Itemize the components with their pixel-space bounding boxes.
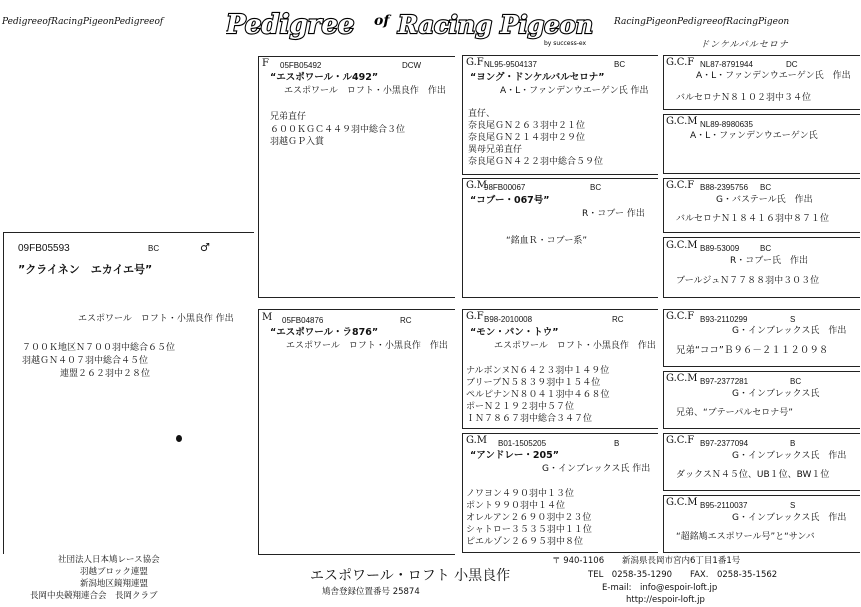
gen2-fm-breeder: R・コブー 作出 — [582, 209, 645, 219]
subject-color: BC — [148, 244, 160, 253]
gen3-6-note: 兄弟、“ブテーパルセロナ号” — [676, 408, 793, 418]
gen3-8-note: “超銘鳩エスポワール号”と“サンバ — [676, 532, 815, 542]
gen2-mm-note-2: ポント９９０羽中１４位 — [466, 501, 566, 511]
gen3-3-breeder: G・バステール氏 作出 — [716, 195, 813, 205]
dam-color: RC — [400, 316, 412, 325]
logo-pedigree-text: Pedigree — [226, 10, 355, 40]
dam-breeder: エスポワール ロフト・小黒良作 作出 — [286, 341, 448, 351]
gen3-4-ring: B89-53009 — [700, 244, 740, 253]
gen3-7-position: G.C.F — [666, 435, 695, 446]
footer-url: http://espoir-loft.jp — [626, 595, 705, 605]
dam-name: “エスポワール・ラ876” — [270, 327, 379, 338]
gen3-1-color: DC — [786, 60, 798, 69]
gen2-mm-note-1: ノワヨン４９０羽中１３位 — [466, 489, 575, 499]
footer-tel: TEL 0258-35-1290 — [588, 570, 673, 580]
gen3-1-breeder: A・L・ファンデンウエーゲン氏 作出 — [696, 71, 851, 81]
gen3-8-position: G.C.M — [666, 497, 698, 508]
gen3-4-position: G.C.M — [666, 240, 698, 251]
gen3-2-ring: NL89-8980635 — [700, 120, 753, 129]
sire-note-2: ６００ＫＧＣ４４９羽中総合３位 — [270, 125, 406, 135]
gen2-ff-breeder: A・L・ファンデンウエーゲン氏 作出 — [500, 86, 649, 96]
gen3-6-breeder: G・インブレックス氏 — [732, 389, 820, 399]
gen2-mf-note-5: ＩＮ７８６７羽中総合３４７位 — [466, 414, 593, 424]
gen2-mm-note-3: オレルアン２６９０羽中２３位 — [466, 513, 592, 523]
subject-sex: ♂ — [200, 241, 210, 254]
gen3-7-color: B — [790, 439, 796, 448]
footer-loft-name: エスポワール・ロフト 小黒良作 — [310, 568, 511, 584]
gen3-3-ring: B88-2395756 — [700, 183, 749, 192]
gen2-mf-note-1: ナルボンヌＮ６４２３羽中１４９位 — [466, 366, 610, 376]
sire-breeder: エスポワール ロフト・小黒良作 作出 — [284, 86, 446, 96]
sire-name: “エスポワール・ル492” — [270, 72, 379, 83]
subject-box — [3, 232, 254, 554]
header-left-text: PedigreeofRacingPigeonPedigreeof — [2, 17, 164, 27]
gen2-ff-note-5: 奈良尾ＧＮ４２２羽中総合５９位 — [468, 157, 604, 167]
gen3-4-note: ブールジュＮ７７８８羽中３０３位 — [676, 276, 820, 286]
gen2-mm-color: B — [614, 439, 620, 448]
gen3-1-position: G.C.F — [666, 57, 695, 68]
gen3-6-color: BC — [790, 377, 802, 386]
gen3-8-breeder: G・インブレックス氏 作出 — [732, 513, 847, 523]
gen2-mm-breeder: G・インブレックス氏 作出 — [542, 464, 651, 474]
gen3-4-breeder: R・コブー氏 作出 — [730, 256, 808, 266]
gen3-handwritten-note: ドンケルバルセロナ — [700, 40, 789, 50]
logo-by-text: by success-ex — [544, 40, 587, 47]
gen2-mf-color: RC — [612, 315, 624, 324]
gen2-ff-note-1: 直仔、 — [468, 109, 496, 119]
gen2-ff-note-3: 奈良尾ＧＮ２１４羽中２９位 — [468, 133, 586, 143]
ink-dot — [176, 435, 182, 442]
footer-assoc-4: 長岡中央競翔連合会 長岡クラブ — [30, 591, 158, 601]
gen3-6-ring: B97-2377281 — [700, 377, 749, 386]
gen2-fm-ring: 98FB00067 — [484, 183, 526, 192]
gen3-2-breeder: A・L・ファンデンウエーゲン氏 — [690, 131, 818, 141]
gen3-5-position: G.C.F — [666, 311, 695, 322]
subject-breeder: エスポワール ロフト・小黒良作 作出 — [78, 314, 234, 324]
gen2-mf-ring: B98-2010008 — [484, 315, 533, 324]
gen2-ff-position: G.F — [466, 57, 484, 68]
gen2-mm-position: G.M — [466, 435, 488, 446]
gen3-5-ring: B93-2110299 — [700, 315, 748, 324]
gen2-fm-color: BC — [590, 183, 602, 192]
footer-address: 新潟県長岡市宮内6丁目1番1号 — [622, 556, 741, 566]
gen2-mf-note-2: ブリーブＮ５８３９羽中１５４位 — [466, 378, 601, 388]
gen2-ff-ring: NL95-9504137 — [484, 60, 537, 69]
gen2-mf-position: G.F — [466, 311, 484, 322]
gen2-mm-ring: B01-1505205 — [498, 439, 547, 448]
gen3-4-color: BC — [760, 244, 772, 253]
gen2-mf-note-4: ポーＮ２１９２羽中５７位 — [466, 402, 575, 412]
sire-position: F — [262, 58, 269, 69]
sire-note-1: 兄弟直仔 — [270, 112, 307, 122]
gen2-mf-name: “モン・パン・トウ” — [470, 327, 559, 338]
sire-ring: 05FB05492 — [280, 61, 322, 70]
subject-result-1: ７００Ｋ地区Ｎ７００羽中総合６５位 — [22, 343, 176, 353]
gen2-fm-position: G.M — [466, 180, 488, 191]
gen2-mf-breeder: エスポワール ロフト・小黒良作 作出 — [494, 341, 656, 351]
gen2-fm-note-1: “銘血Ｒ・コブー系” — [506, 236, 588, 246]
gen2-mm-note-5: ピエルゾン２６９５羽中８位 — [466, 537, 584, 547]
gen3-7-note: ダックスＮ４５位、UB１位、BW１位 — [676, 470, 830, 480]
gen2-mm-name: “アンドレー・205” — [470, 450, 559, 461]
footer-assoc-3: 新潟地区鏡翔連盟 — [80, 579, 149, 589]
footer-email: E-mail: info@espoir-loft.jp — [602, 583, 718, 593]
gen3-7-ring: B97-2377094 — [700, 439, 749, 448]
gen3-8-ring: B95-2110037 — [700, 501, 748, 510]
subject-name: ”クライネン エカイエ号” — [18, 263, 153, 276]
dam-ring: 05FB04876 — [282, 316, 324, 325]
footer-assoc-2: 羽越ブロック連盟 — [80, 567, 148, 577]
subject-ring: 09FB05593 — [18, 243, 70, 254]
dam-position: M — [262, 312, 273, 323]
subject-result-2: 羽越ＧＮ４０７羽中総合４５位 — [22, 356, 149, 366]
gen3-5-note: 兄弟“ココ”Ｂ９６－２１１２０９８ — [676, 345, 829, 356]
gen3-3-color: BC — [760, 183, 772, 192]
gen3-6-position: G.C.M — [666, 373, 698, 384]
pedigree-logo — [226, 3, 606, 47]
gen3-5-color: S — [790, 315, 796, 324]
logo-of-text: of — [374, 13, 390, 29]
gen2-ff-note-4: 異母兄弟直仔 — [468, 145, 523, 155]
footer-postal: 〒 940-1106 — [552, 556, 605, 566]
footer-reg-no: 鳩舎登録位置番号 25874 — [322, 587, 420, 597]
gen2-fm-name: “コブー・067号” — [470, 195, 550, 206]
gen2-ff-note-2: 奈良尾ＧＮ２６３羽中２１位 — [468, 121, 586, 131]
gen3-5-breeder: G・インブレックス氏 作出 — [732, 326, 847, 336]
gen3-7-breeder: G・インブレックス氏 作出 — [732, 451, 847, 461]
gen2-mm-note-4: シャトロー３５３５羽中１１位 — [466, 525, 592, 535]
footer-fax: FAX. 0258-35-1562 — [690, 570, 778, 580]
sire-color: DCW — [402, 61, 422, 70]
gen3-1-note: バルセロナＮ８１０２羽中３４位 — [676, 93, 812, 103]
gen3-1-ring: NL87-8791944 — [700, 60, 753, 69]
gen2-ff-color: BC — [614, 60, 626, 69]
footer-assoc-1: 社団法人日本鳩レース協会 — [58, 555, 160, 565]
logo-racing-pigeon-text: Racing Pigeon — [398, 10, 594, 39]
gen3-2-position: G.C.M — [666, 116, 698, 127]
gen2-ff-name: “ヨング・ドンケルバルセロナ” — [470, 72, 605, 83]
header-right-text: RacingPigeonPedigreeofRacingPigeon — [614, 17, 790, 27]
gen2-mf-note-3: ペルピナンＮ８０４１羽中４６８位 — [466, 390, 610, 400]
gen3-3-position: G.C.F — [666, 180, 695, 191]
gen3-8-color: S — [790, 501, 796, 510]
subject-result-3: 連盟２６２羽中２８位 — [60, 369, 151, 379]
sire-note-3: 羽越ＧＰ入賞 — [270, 137, 325, 147]
gen3-3-note: バルセロナＮ１８４１６羽中８７１位 — [676, 214, 830, 224]
